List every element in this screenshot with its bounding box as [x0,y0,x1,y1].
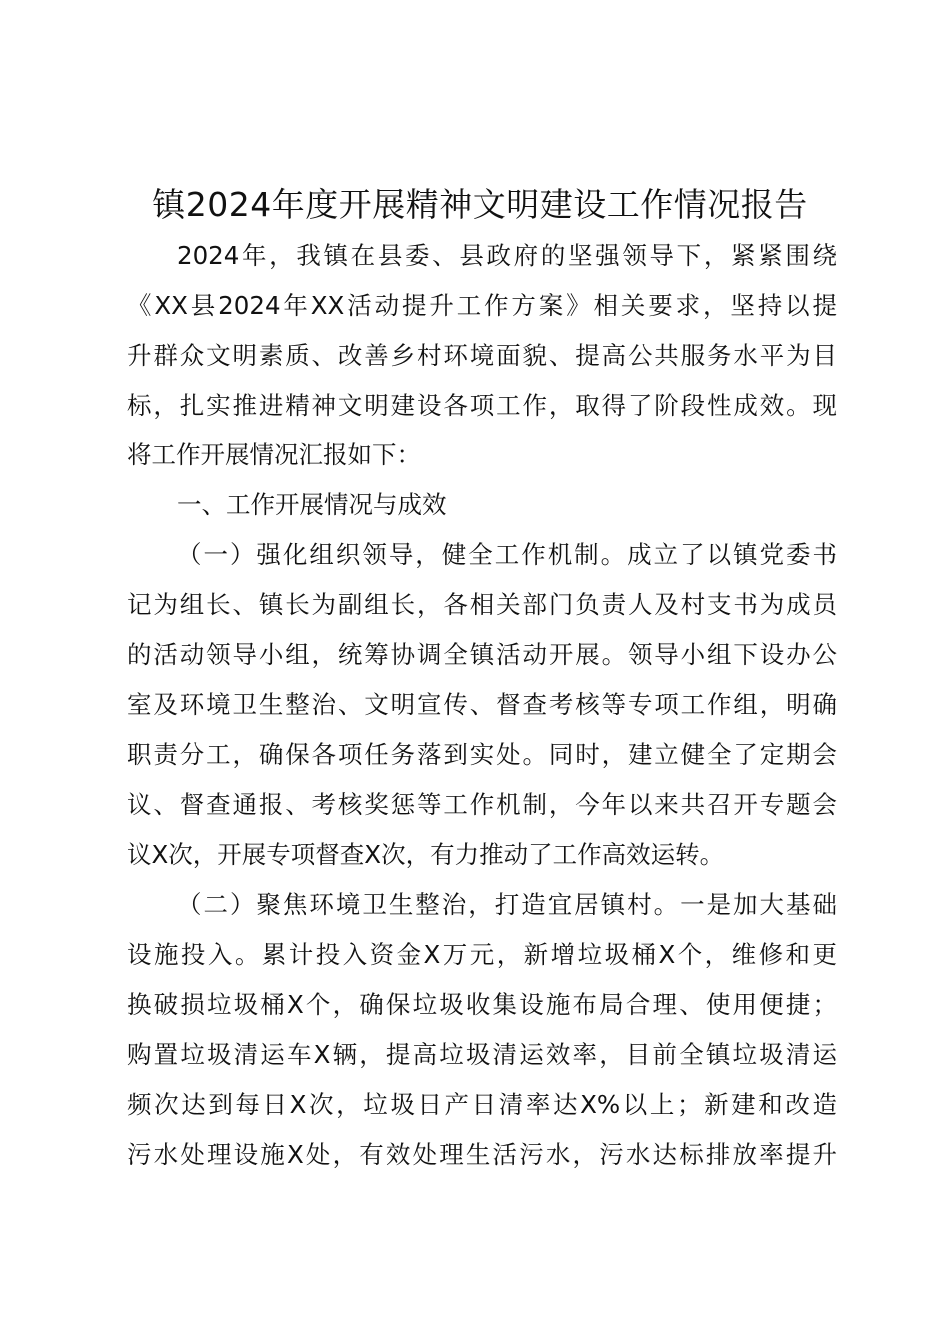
section-heading: 一、工作开展情况与成效 [177,490,447,519]
paragraph-line: 的活动领导小组，统筹协调全镇活动开展。领导小组下设办公 [127,640,837,669]
paragraph-line: 议、督查通报、考核奖惩等工作机制，今年以来共召开专题会 [127,790,837,819]
paragraph-line: 换破损垃圾桶X个，确保垃圾收集设施布局合理、使用便捷； [127,990,837,1019]
paragraph-line: 设施投入。累计投入资金X万元，新增垃圾桶X个，维修和更 [127,940,837,969]
paragraph-line: 记为组长、镇长为副组长，各相关部门负责人及村支书为成员 [127,590,837,619]
paragraph-line: 频次达到每日X次，垃圾日产日清率达X%以上；新建和改造 [127,1090,837,1119]
paragraph-line: 《XX县2024年XX活动提升工作方案》相关要求，坚持以提 [127,291,837,320]
paragraph-line: 议X次，开展专项督查X次，有力推动了工作高效运转。 [127,840,725,869]
document-title: 镇2024年度开展精神文明建设工作情况报告 [152,185,808,224]
paragraph-line: 标，扎实推进精神文明建设各项工作，取得了阶段性成效。现 [127,391,837,420]
paragraph-line: （一）强化组织领导，健全工作机制。成立了以镇党委书 [177,540,837,569]
paragraph-line: 升群众文明素质、改善乡村环境面貌、提高公共服务水平为目 [127,341,837,370]
paragraph-line: 2024年，我镇在县委、县政府的坚强领导下，紧紧围绕 [177,241,837,270]
paragraph-line: 室及环境卫生整治、文明宣传、督查考核等专项工作组，明确 [127,690,837,719]
paragraph-line: 职责分工，确保各项任务落到实处。同时，建立健全了定期会 [127,740,837,769]
paragraph-line: 将工作开展情况汇报如下： [127,440,421,469]
paragraph-line: 污水处理设施X处，有效处理生活污水，污水达标排放率提升 [127,1140,837,1169]
paragraph-line: 购置垃圾清运车X辆，提高垃圾清运效率，目前全镇垃圾清运 [127,1040,837,1069]
paragraph-line: （二）聚焦环境卫生整治，打造宜居镇村。一是加大基础 [177,890,837,919]
